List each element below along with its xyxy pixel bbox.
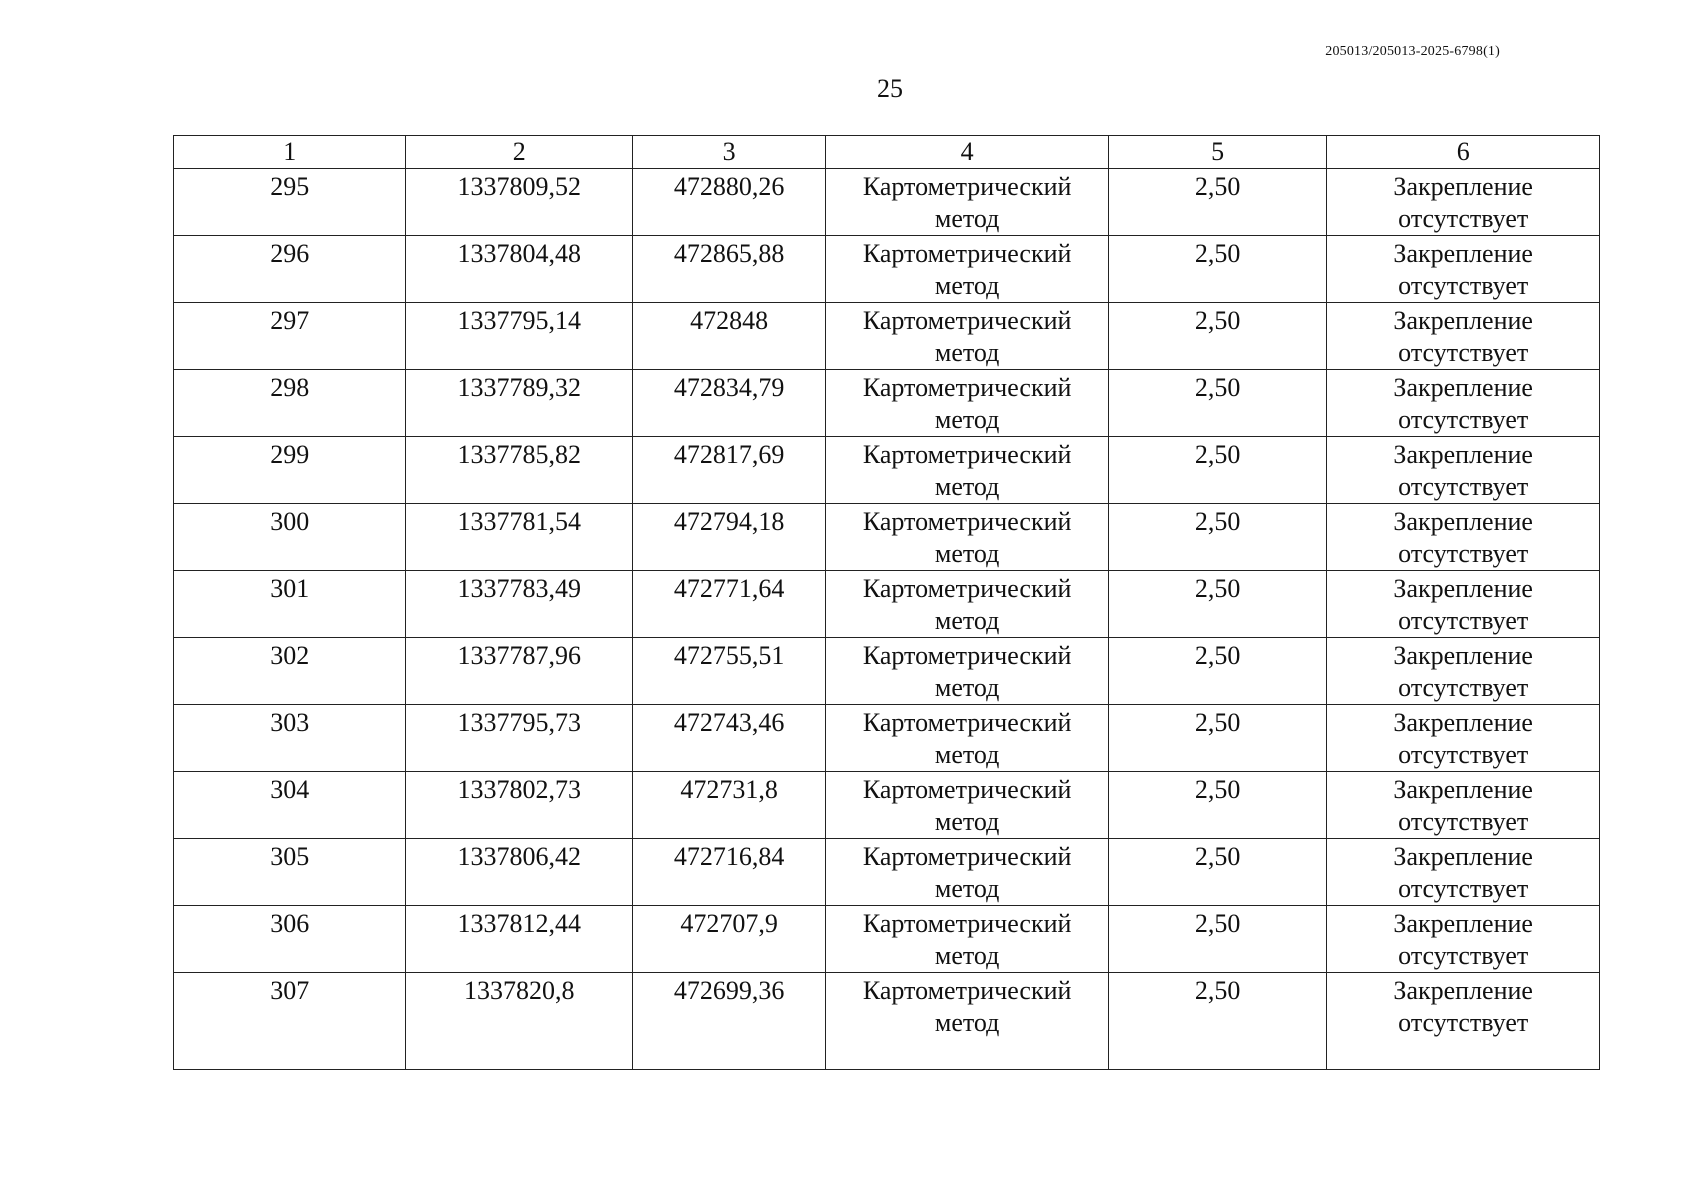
coordinate-x-cell — [406, 906, 632, 973]
fixation-cell — [1327, 839, 1600, 906]
table-row — [174, 303, 1600, 370]
accuracy-cell — [1108, 772, 1326, 839]
fixation-line-1: Закрепление — [1393, 373, 1533, 402]
point-number: 307 — [270, 976, 310, 1005]
accuracy-cell — [1108, 705, 1326, 772]
accuracy-cell — [1108, 571, 1326, 638]
method-line-2: метод — [934, 539, 1000, 568]
coordinate-y: 472817,69 — [673, 440, 785, 469]
fixation-line-1: Закрепление — [1393, 775, 1533, 804]
point-number: 301 — [270, 574, 310, 603]
method-text — [826, 437, 1108, 503]
point-number-cell — [174, 906, 406, 973]
fixation-line-2: отсутствует — [1398, 1008, 1529, 1037]
fixation-line-2: отсутствует — [1398, 539, 1529, 568]
method-text — [826, 705, 1108, 771]
accuracy-value: 2,50 — [1194, 775, 1241, 804]
coordinate-x: 1337795,14 — [457, 306, 581, 335]
coordinate-y-cell — [632, 839, 825, 906]
fixation-line-1: Закрепление — [1393, 842, 1533, 871]
point-number-cell — [174, 973, 406, 1070]
fixation-cell — [1327, 638, 1600, 705]
coordinate-x: 1337785,82 — [457, 440, 581, 469]
point-number: 303 — [270, 708, 310, 737]
method-cell — [826, 370, 1109, 437]
fixation-text — [1327, 906, 1599, 972]
accuracy-cell — [1108, 169, 1326, 236]
point-number: 299 — [270, 440, 310, 469]
fixation-line-1: Закрепление — [1393, 306, 1533, 335]
accuracy-cell — [1108, 839, 1326, 906]
method-line-2: метод — [934, 271, 1000, 300]
fixation-line-1: Закрепление — [1393, 574, 1533, 603]
fixation-line-2: отсутствует — [1398, 606, 1529, 635]
coordinate-y: 472848 — [690, 306, 769, 335]
coordinate-x-cell — [406, 236, 632, 303]
accuracy-cell — [1108, 370, 1326, 437]
method-line-1: Картометрический — [862, 842, 1072, 871]
table-row — [174, 571, 1600, 638]
header-col-6: 6 — [1327, 136, 1600, 169]
method-text — [826, 772, 1108, 838]
method-text — [826, 370, 1108, 436]
point-number-cell — [174, 705, 406, 772]
fixation-text — [1327, 839, 1599, 905]
coordinate-y: 472834,79 — [673, 373, 785, 402]
table-row — [174, 638, 1600, 705]
point-number-cell — [174, 370, 406, 437]
accuracy-value: 2,50 — [1194, 708, 1241, 737]
method-cell — [826, 973, 1109, 1070]
accuracy-value: 2,50 — [1194, 306, 1241, 335]
method-cell — [826, 772, 1109, 839]
header-col-4: 4 — [826, 136, 1109, 169]
fixation-cell — [1327, 303, 1600, 370]
accuracy-value: 2,50 — [1194, 641, 1241, 670]
method-line-2: метод — [934, 405, 1000, 434]
accuracy-cell — [1108, 303, 1326, 370]
fixation-line-2: отсутствует — [1398, 941, 1529, 970]
fixation-text — [1327, 973, 1599, 1039]
table-row — [174, 906, 1600, 973]
accuracy-value: 2,50 — [1194, 440, 1241, 469]
method-line-2: метод — [934, 606, 1000, 635]
accuracy-cell — [1108, 906, 1326, 973]
coordinate-y-cell — [632, 705, 825, 772]
coordinate-y-cell — [632, 370, 825, 437]
coordinate-x: 1337809,52 — [457, 172, 581, 201]
header-col-3: 3 — [632, 136, 825, 169]
method-line-2: метод — [934, 472, 1000, 501]
coordinate-y-cell — [632, 437, 825, 504]
accuracy-value: 2,50 — [1194, 842, 1241, 871]
method-cell — [826, 906, 1109, 973]
fixation-line-2: отсутствует — [1398, 472, 1529, 501]
coordinates-table — [173, 135, 1600, 1070]
coordinate-y: 472699,36 — [673, 976, 785, 1005]
table-row — [174, 973, 1600, 1070]
coordinate-x: 1337812,44 — [457, 909, 581, 938]
coordinate-x: 1337795,73 — [457, 708, 581, 737]
method-text — [826, 236, 1108, 302]
fixation-text — [1327, 303, 1599, 369]
page-number: 25 — [877, 74, 903, 103]
coordinate-y: 472794,18 — [673, 507, 785, 536]
accuracy-value: 2,50 — [1194, 976, 1241, 1005]
fixation-text — [1327, 437, 1599, 503]
fixation-text — [1327, 236, 1599, 302]
table-body — [174, 169, 1600, 1070]
fixation-cell — [1327, 370, 1600, 437]
document-id: 205013/205013-2025-6798(1) — [1325, 44, 1500, 59]
accuracy-cell — [1108, 638, 1326, 705]
header-col-1: 1 — [174, 136, 406, 169]
point-number-cell — [174, 638, 406, 705]
point-number-cell — [174, 772, 406, 839]
fixation-line-1: Закрепление — [1393, 507, 1533, 536]
coordinate-x: 1337787,96 — [457, 641, 581, 670]
method-line-2: метод — [934, 740, 1000, 769]
method-line-1: Картометрический — [862, 239, 1072, 268]
point-number: 298 — [270, 373, 310, 402]
method-line-2: метод — [934, 673, 1000, 702]
coordinate-x-cell — [406, 705, 632, 772]
coordinate-x: 1337783,49 — [457, 574, 581, 603]
coordinate-y: 472716,84 — [673, 842, 785, 871]
fixation-text — [1327, 571, 1599, 637]
coordinate-x-cell — [406, 370, 632, 437]
point-number-cell — [174, 571, 406, 638]
accuracy-value: 2,50 — [1194, 373, 1241, 402]
table-row — [174, 839, 1600, 906]
method-line-1: Картометрический — [862, 775, 1072, 804]
coordinate-x: 1337804,48 — [457, 239, 581, 268]
coordinate-x-cell — [406, 772, 632, 839]
point-number: 296 — [270, 239, 310, 268]
point-number-cell — [174, 303, 406, 370]
fixation-line-2: отсутствует — [1398, 673, 1529, 702]
method-line-1: Картометрический — [862, 909, 1072, 938]
fixation-line-1: Закрепление — [1393, 440, 1533, 469]
fixation-cell — [1327, 906, 1600, 973]
point-number: 295 — [270, 172, 310, 201]
method-cell — [826, 169, 1109, 236]
coordinate-x-cell — [406, 839, 632, 906]
method-line-1: Картометрический — [862, 574, 1072, 603]
coordinate-y-cell — [632, 504, 825, 571]
coordinate-y-cell — [632, 169, 825, 236]
accuracy-value: 2,50 — [1194, 507, 1241, 536]
coordinate-x-cell — [406, 169, 632, 236]
method-text — [826, 303, 1108, 369]
method-line-1: Картометрический — [862, 976, 1072, 1005]
fixation-line-2: отсутствует — [1398, 874, 1529, 903]
coordinate-y: 472743,46 — [673, 708, 785, 737]
header-row — [174, 136, 1600, 169]
accuracy-value: 2,50 — [1194, 574, 1241, 603]
fixation-text — [1327, 169, 1599, 235]
table-row — [174, 236, 1600, 303]
coordinate-x-cell — [406, 437, 632, 504]
point-number: 297 — [270, 306, 310, 335]
accuracy-value: 2,50 — [1194, 239, 1241, 268]
point-number-cell — [174, 236, 406, 303]
fixation-text — [1327, 638, 1599, 704]
coordinate-y: 472755,51 — [673, 641, 785, 670]
fixation-line-1: Закрепление — [1393, 641, 1533, 670]
fixation-cell — [1327, 169, 1600, 236]
method-line-2: метод — [934, 338, 1000, 367]
coordinate-y: 472731,8 — [680, 775, 778, 804]
coordinate-x-cell — [406, 504, 632, 571]
header-col-5: 5 — [1108, 136, 1326, 169]
method-text — [826, 973, 1108, 1039]
coordinate-x: 1337781,54 — [457, 507, 581, 536]
method-line-2: метод — [934, 1008, 1000, 1037]
method-line-2: метод — [934, 807, 1000, 836]
method-line-1: Картометрический — [862, 373, 1072, 402]
table-row — [174, 772, 1600, 839]
fixation-cell — [1327, 571, 1600, 638]
method-line-1: Картометрический — [862, 306, 1072, 335]
accuracy-value: 2,50 — [1194, 909, 1241, 938]
coordinate-y-cell — [632, 236, 825, 303]
accuracy-cell — [1108, 973, 1326, 1070]
point-number: 302 — [270, 641, 310, 670]
fixation-cell — [1327, 236, 1600, 303]
method-line-1: Картометрический — [862, 172, 1072, 201]
point-number-cell — [174, 504, 406, 571]
coordinate-y-cell — [632, 571, 825, 638]
table-row — [174, 705, 1600, 772]
fixation-cell — [1327, 772, 1600, 839]
fixation-line-2: отсутствует — [1398, 271, 1529, 300]
method-line-2: метод — [934, 874, 1000, 903]
method-cell — [826, 504, 1109, 571]
method-line-1: Картометрический — [862, 507, 1072, 536]
method-cell — [826, 705, 1109, 772]
method-text — [826, 504, 1108, 570]
fixation-line-2: отсутствует — [1398, 807, 1529, 836]
fixation-cell — [1327, 504, 1600, 571]
table-row — [174, 169, 1600, 236]
method-text — [826, 906, 1108, 972]
accuracy-cell — [1108, 504, 1326, 571]
method-line-2: метод — [934, 204, 1000, 233]
coordinate-y: 472771,64 — [673, 574, 785, 603]
method-cell — [826, 571, 1109, 638]
coordinate-y: 472707,9 — [680, 909, 778, 938]
method-line-1: Картометрический — [862, 440, 1072, 469]
fixation-cell — [1327, 705, 1600, 772]
method-cell — [826, 236, 1109, 303]
method-line-2: метод — [934, 941, 1000, 970]
coordinate-y-cell — [632, 973, 825, 1070]
method-text — [826, 839, 1108, 905]
method-cell — [826, 839, 1109, 906]
table-header — [174, 136, 1600, 169]
fixation-cell — [1327, 973, 1600, 1070]
method-cell — [826, 437, 1109, 504]
fixation-line-1: Закрепление — [1393, 172, 1533, 201]
fixation-line-2: отсутствует — [1398, 338, 1529, 367]
coordinate-y: 472865,88 — [673, 239, 785, 268]
fixation-text — [1327, 504, 1599, 570]
point-number-cell — [174, 839, 406, 906]
accuracy-cell — [1108, 437, 1326, 504]
point-number-cell — [174, 437, 406, 504]
point-number-cell — [174, 169, 406, 236]
table-row — [174, 437, 1600, 504]
coordinate-x-cell — [406, 638, 632, 705]
coordinate-y-cell — [632, 303, 825, 370]
coordinate-y: 472880,26 — [673, 172, 785, 201]
coordinate-y-cell — [632, 772, 825, 839]
method-line-1: Картометрический — [862, 708, 1072, 737]
table-row — [174, 504, 1600, 571]
fixation-line-1: Закрепление — [1393, 909, 1533, 938]
coordinate-x: 1337789,32 — [457, 373, 581, 402]
point-number: 305 — [270, 842, 310, 871]
fixation-line-2: отсутствует — [1398, 740, 1529, 769]
method-line-1: Картометрический — [862, 641, 1072, 670]
accuracy-cell — [1108, 236, 1326, 303]
fixation-text — [1327, 772, 1599, 838]
header-col-2: 2 — [406, 136, 632, 169]
fixation-line-1: Закрепление — [1393, 239, 1533, 268]
fixation-text — [1327, 370, 1599, 436]
method-text — [826, 571, 1108, 637]
coordinate-x-cell — [406, 571, 632, 638]
fixation-line-2: отсутствует — [1398, 204, 1529, 233]
fixation-text — [1327, 705, 1599, 771]
coordinate-y-cell — [632, 638, 825, 705]
coordinate-x-cell — [406, 973, 632, 1070]
fixation-line-1: Закрепление — [1393, 976, 1533, 1005]
method-cell — [826, 303, 1109, 370]
point-number: 300 — [270, 507, 310, 536]
coordinate-x-cell — [406, 303, 632, 370]
table-row — [174, 370, 1600, 437]
method-text — [826, 638, 1108, 704]
fixation-line-2: отсутствует — [1398, 405, 1529, 434]
accuracy-value: 2,50 — [1194, 172, 1241, 201]
fixation-cell — [1327, 437, 1600, 504]
coordinate-x: 1337820,8 — [463, 976, 575, 1005]
point-number: 306 — [270, 909, 310, 938]
coordinate-x: 1337802,73 — [457, 775, 581, 804]
point-number: 304 — [270, 775, 310, 804]
method-cell — [826, 638, 1109, 705]
coordinate-x: 1337806,42 — [457, 842, 581, 871]
fixation-line-1: Закрепление — [1393, 708, 1533, 737]
coordinate-y-cell — [632, 906, 825, 973]
method-text — [826, 169, 1108, 235]
